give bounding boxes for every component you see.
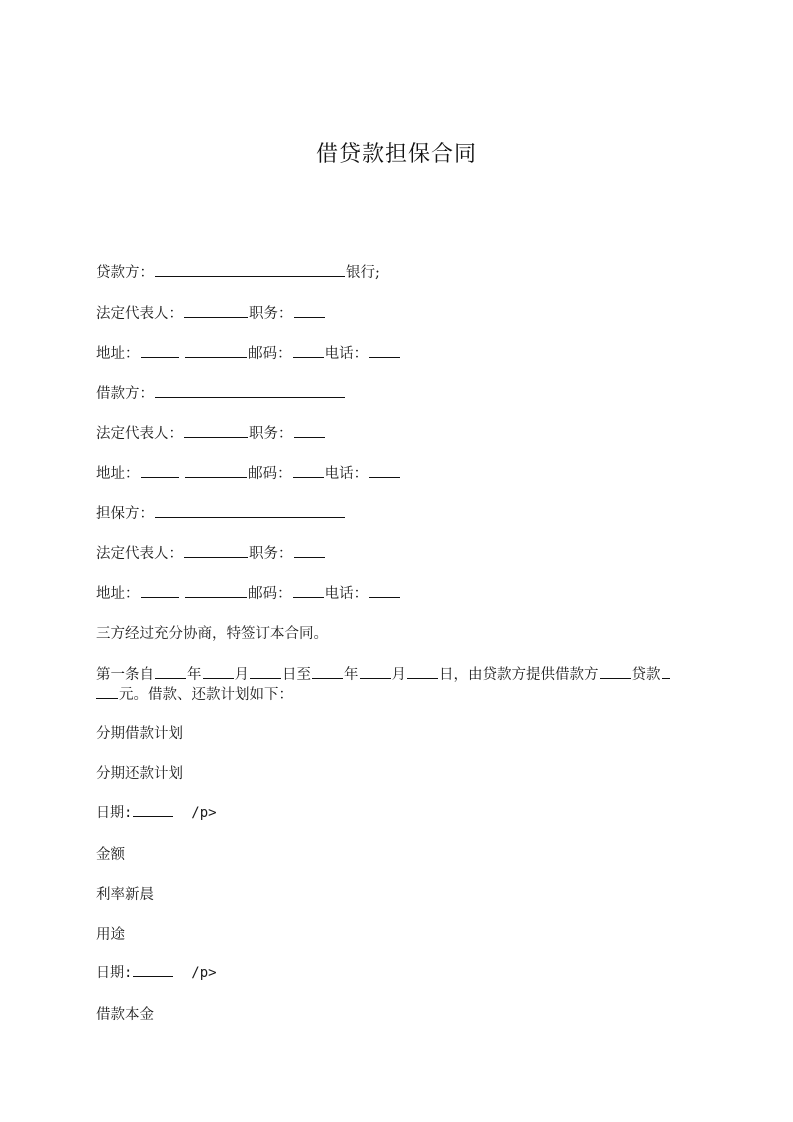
address-blank-1[interactable] [141,583,179,598]
address-blank-2[interactable] [185,463,247,478]
month-label: 月 [391,667,406,683]
phone-blank[interactable] [369,583,400,598]
date-blank[interactable] [133,962,173,977]
purpose-label: 用途 [96,927,125,943]
postcode-blank[interactable] [293,463,324,478]
address-blank-2[interactable] [185,343,247,358]
address-blank-1[interactable] [141,343,179,358]
lender-label: 贷款方： [96,265,154,281]
address-blank-2[interactable] [185,583,247,598]
borrower-blank[interactable] [600,664,631,679]
borrower-line [96,383,346,404]
postcode-blank[interactable] [293,343,324,358]
phone-label: 电话： [324,346,369,362]
position-label: 职务： [249,306,293,322]
article1-line1 [96,664,671,685]
start-day-blank[interactable] [250,664,281,679]
date-label: 日期: [96,805,133,821]
phone-blank[interactable] [369,463,400,478]
date-label: 日期: [96,965,133,981]
address-blank-1[interactable] [141,463,179,478]
installment-borrow-heading: 分期借款计划 [96,726,183,742]
borrower-name-blank[interactable] [155,383,345,398]
month-label: 月 [234,667,249,683]
year-label: 年 [187,667,202,683]
end-month-blank[interactable] [360,664,391,679]
position-blank[interactable] [294,543,325,558]
amount-label: 金额 [96,847,125,863]
installment-repay-heading: 分期还款计划 [96,766,183,782]
lender-rep-line [96,303,326,324]
lender-line [96,262,380,283]
agreement-text: 三方经过充分协商，特签订本合同。 [96,626,328,642]
postcode-blank[interactable] [293,583,324,598]
address-label: 地址： [96,346,140,362]
borrower-label: 借款方： [96,386,154,402]
day-to-label: 日至 [282,667,311,683]
start-month-blank[interactable] [203,664,234,679]
date-line-1 [96,802,217,823]
rep-blank[interactable] [184,423,248,438]
yuan-plan-text: 元。借款、还款计划如下： [119,687,293,703]
end-day-blank[interactable] [407,664,438,679]
position-label: 职务： [249,426,293,442]
postcode-label: 邮码： [248,346,292,362]
date-line-2 [96,962,217,983]
position-label: 职务： [249,546,293,562]
principal-label: 借款本金 [96,1007,154,1023]
document-title: 借贷款担保合同 [315,142,477,167]
guarantor-address-line [96,583,401,604]
address-label: 地址： [96,466,140,482]
date-blank[interactable] [133,802,173,817]
amount-blank-start[interactable] [662,664,670,679]
guarantor-rep-line [96,543,326,564]
article1-line2 [96,684,293,705]
position-blank[interactable] [294,303,325,318]
rep-blank[interactable] [184,303,248,318]
end-year-blank[interactable] [312,664,343,679]
loan-label: 贷款 [631,667,661,683]
guarantor-name-blank[interactable] [155,503,345,518]
postcode-label: 邮码： [248,466,292,482]
lender-name-blank[interactable] [155,262,345,277]
stray-tag: /p> [191,965,217,981]
phone-label: 电话： [324,586,369,602]
stray-tag: /p> [191,805,217,821]
bank-suffix: 银行; [346,265,380,281]
rep-label: 法定代表人： [96,426,183,442]
year-label: 年 [344,667,359,683]
phone-blank[interactable] [369,343,400,358]
rep-label: 法定代表人： [96,546,183,562]
borrower-address-line [96,463,401,484]
rep-blank[interactable] [184,543,248,558]
day-provide-label: 日，由贷款方提供借款方 [439,667,599,683]
phone-label: 电话： [324,466,369,482]
postcode-label: 邮码： [248,586,292,602]
position-blank[interactable] [294,423,325,438]
address-label: 地址： [96,586,140,602]
amount-blank-end[interactable] [96,684,118,699]
start-year-blank[interactable] [155,664,186,679]
article1-prefix: 第一条自 [96,667,154,683]
borrower-rep-line [96,423,326,444]
lender-address-line [96,343,401,364]
interest-rate-label: 利率新晨 [96,887,154,903]
guarantor-line [96,503,346,524]
rep-label: 法定代表人： [96,306,183,322]
guarantor-label: 担保方： [96,506,154,522]
